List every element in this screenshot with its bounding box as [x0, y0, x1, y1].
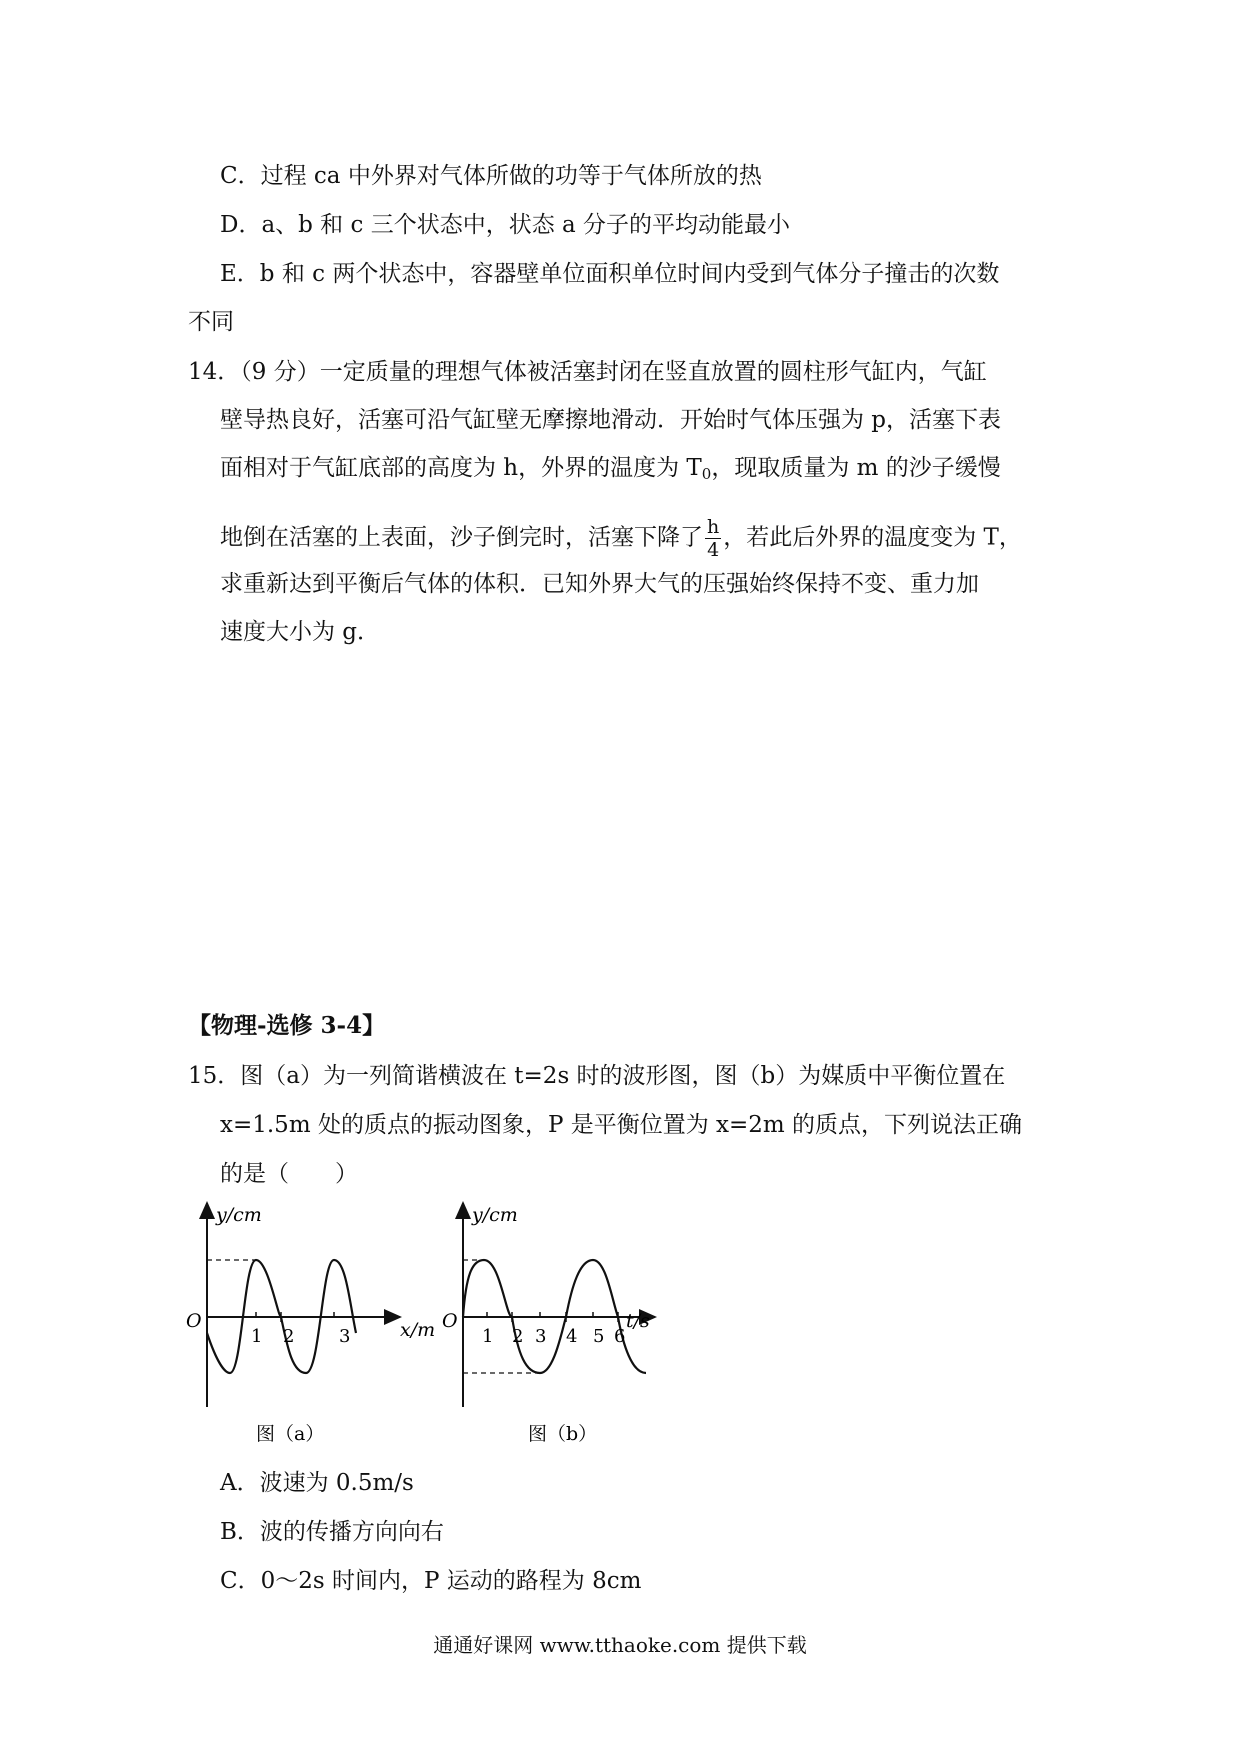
option-13e: E．b 和 c 两个状态中，容器壁单位面积单位时间内受到气体分子撞击的次数 — [220, 261, 1000, 287]
question-14-line-4 — [220, 516, 1022, 561]
option-13d: D．a、b 和 c 三个状态中，状态 a 分子的平均动能最小 — [220, 212, 791, 238]
figure-b-tick-2: 2 — [512, 1326, 524, 1347]
figure-a-tick-1: 1 — [251, 1326, 263, 1347]
figure-a-x-label: x/m — [400, 1319, 436, 1341]
option-13c: C．过程 ca 中外界对气体所做的功等于气体所放的热 — [220, 163, 762, 189]
figure-a-origin: O — [186, 1310, 202, 1332]
figure-b-x-label: t/s — [626, 1310, 650, 1332]
figure-b-y-label: y/cm — [472, 1204, 518, 1226]
option-15b: B．波的传播方向向右 — [220, 1519, 444, 1545]
q14-text-b: ，现取质量为 m 的沙子缓慢 — [711, 455, 1001, 481]
question-15-line-2: x=1.5m 处的质点的振动图象，P 是平衡位置为 x=2m 的质点，下列说法正确 — [220, 1112, 1023, 1138]
fraction-h-over-4 — [705, 516, 721, 561]
q14-text-c: 地倒在活塞的上表面，沙子倒完时，活塞下降了 — [220, 524, 703, 551]
q14-text-a: 面相对于气缸底部的高度为 h，外界的温度为 T — [220, 455, 702, 481]
fraction-denominator: 4 — [707, 539, 720, 561]
question-14-line-1: 14．（9 分）一定质量的理想气体被活塞封闭在竖直放置的圆柱形气缸内，气缸 — [188, 359, 987, 385]
figure-b-tick-6: 6 — [614, 1326, 626, 1347]
question-14-line-5: 求重新达到平衡后气体的体积．已知外界大气的压强始终保持不变、重力加 — [220, 571, 979, 597]
question-15-line-1: 15．图（a）为一列简谐横波在 t=2s 时的波形图，图（b）为媒质中平衡位置在 — [188, 1063, 1006, 1089]
figure-b-caption: 图（b） — [528, 1423, 598, 1445]
option-15c: C．0～2s 时间内，P 运动的路程为 8cm — [220, 1568, 642, 1594]
figure-a-tick-2: 2 — [283, 1326, 295, 1347]
figure-a-y-label: y/cm — [216, 1204, 262, 1226]
figure-b-origin: O — [442, 1310, 458, 1332]
figure-b-vibration-graph — [440, 1195, 680, 1450]
fraction-numerator: h — [707, 516, 720, 538]
figure-b-tick-5: 5 — [593, 1326, 605, 1347]
figure-b-tick-1: 1 — [482, 1326, 494, 1347]
figure-b-tick-4: 4 — [566, 1326, 578, 1347]
q14-text-d: ，若此后外界的温度变为 T， — [723, 524, 1022, 551]
figure-a-tick-3: 3 — [339, 1326, 351, 1347]
figure-a-caption: 图（a） — [256, 1423, 325, 1445]
option-13e-cont: 不同 — [188, 309, 234, 335]
q14-subscript: 0 — [701, 465, 712, 483]
option-15a: A．波速为 0.5m/s — [220, 1470, 414, 1496]
figure-a-wave-graph — [180, 1195, 450, 1450]
page-footer: 通通好课网 www.tthaoke.com 提供下载 — [433, 1633, 807, 1657]
question-14-line-6: 速度大小为 g． — [220, 619, 381, 645]
question-15-line-3: 的是（ ） — [220, 1161, 358, 1187]
section-heading: 【物理-选修 3-4】 — [188, 1012, 386, 1039]
question-14-line-3 — [220, 453, 1001, 489]
figure-b-tick-3: 3 — [535, 1326, 547, 1347]
question-14-line-2: 壁导热良好，活塞可沿气缸壁无摩擦地滑动．开始时气体压强为 p，活塞下表 — [220, 407, 1002, 433]
